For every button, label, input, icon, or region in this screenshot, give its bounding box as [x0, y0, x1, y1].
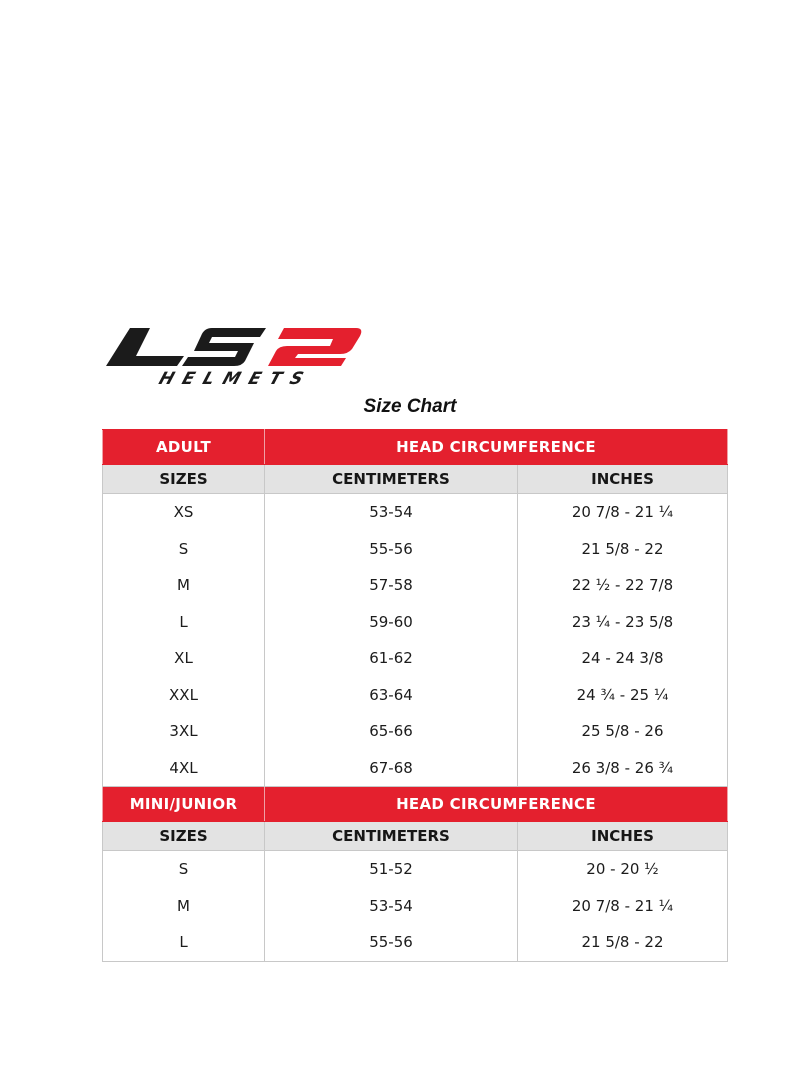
size-cell: S	[103, 531, 265, 568]
centimeters-cell: 65-66	[265, 713, 518, 750]
size-cell: XXL	[103, 677, 265, 714]
table-row	[103, 750, 728, 787]
centimeters-cell: 61-62	[265, 640, 518, 677]
inches-cell: 20 7/8 - 21 ¼	[518, 888, 728, 925]
adult-column-headers	[103, 465, 728, 494]
ls2-logo-graphic	[88, 322, 378, 388]
centimeters-cell: 55-56	[265, 924, 518, 961]
size-cell: XL	[103, 640, 265, 677]
size-chart-table	[102, 429, 728, 962]
size-cell: L	[103, 604, 265, 641]
table-row	[103, 640, 728, 677]
centimeters-cell: 59-60	[265, 604, 518, 641]
table-row	[103, 604, 728, 641]
ls2-helmets-logo	[88, 322, 378, 388]
inches-cell: 25 5/8 - 26	[518, 713, 728, 750]
chart-title: Size Chart	[363, 396, 457, 417]
size-cell: L	[103, 924, 265, 961]
centimeters-cell: 53-54	[265, 494, 518, 531]
adult-column-header: INCHES	[518, 465, 728, 494]
inches-cell: 20 7/8 - 21 ¼	[518, 494, 728, 531]
junior-column-headers	[103, 822, 728, 851]
centimeters-cell: 51-52	[265, 851, 518, 888]
junior-column-header: INCHES	[518, 822, 728, 851]
junior-column-header: SIZES	[103, 822, 265, 851]
junior-column-header: CENTIMETERS	[265, 822, 518, 851]
table-row	[103, 924, 728, 961]
adult-group-header: HEAD CIRCUMFERENCE	[265, 430, 728, 465]
inches-cell: 23 ¼ - 23 5/8	[518, 604, 728, 641]
inches-cell: 26 3/8 - 26 ¾	[518, 750, 728, 787]
size-cell: M	[103, 888, 265, 925]
centimeters-cell: 67-68	[265, 750, 518, 787]
table-row	[103, 567, 728, 604]
table-row	[103, 713, 728, 750]
size-cell: S	[103, 851, 265, 888]
table-row	[103, 851, 728, 888]
table-row	[103, 888, 728, 925]
inches-cell: 21 5/8 - 22	[518, 531, 728, 568]
size-cell: 3XL	[103, 713, 265, 750]
junior-group-header: HEAD CIRCUMFERENCE	[265, 787, 728, 822]
inches-cell: 24 - 24 3/8	[518, 640, 728, 677]
junior-section-header	[103, 787, 728, 822]
adult-column-header: SIZES	[103, 465, 265, 494]
centimeters-cell: 57-58	[265, 567, 518, 604]
centimeters-cell: 55-56	[265, 531, 518, 568]
centimeters-cell: 53-54	[265, 888, 518, 925]
junior-section-label: MINI/JUNIOR	[103, 787, 265, 822]
table-row	[103, 677, 728, 714]
logo-subtext: HELMETS	[156, 369, 315, 388]
inches-cell: 22 ½ - 22 7/8	[518, 567, 728, 604]
adult-section-header	[103, 430, 728, 465]
size-cell: M	[103, 567, 265, 604]
adult-column-header: CENTIMETERS	[265, 465, 518, 494]
inches-cell: 21 5/8 - 22	[518, 924, 728, 961]
inches-cell: 20 - 20 ½	[518, 851, 728, 888]
centimeters-cell: 63-64	[265, 677, 518, 714]
inches-cell: 24 ¾ - 25 ¼	[518, 677, 728, 714]
adult-section-label: ADULT	[103, 430, 265, 465]
size-cell: 4XL	[103, 750, 265, 787]
table-row	[103, 531, 728, 568]
table-row	[103, 494, 728, 531]
size-cell: XS	[103, 494, 265, 531]
